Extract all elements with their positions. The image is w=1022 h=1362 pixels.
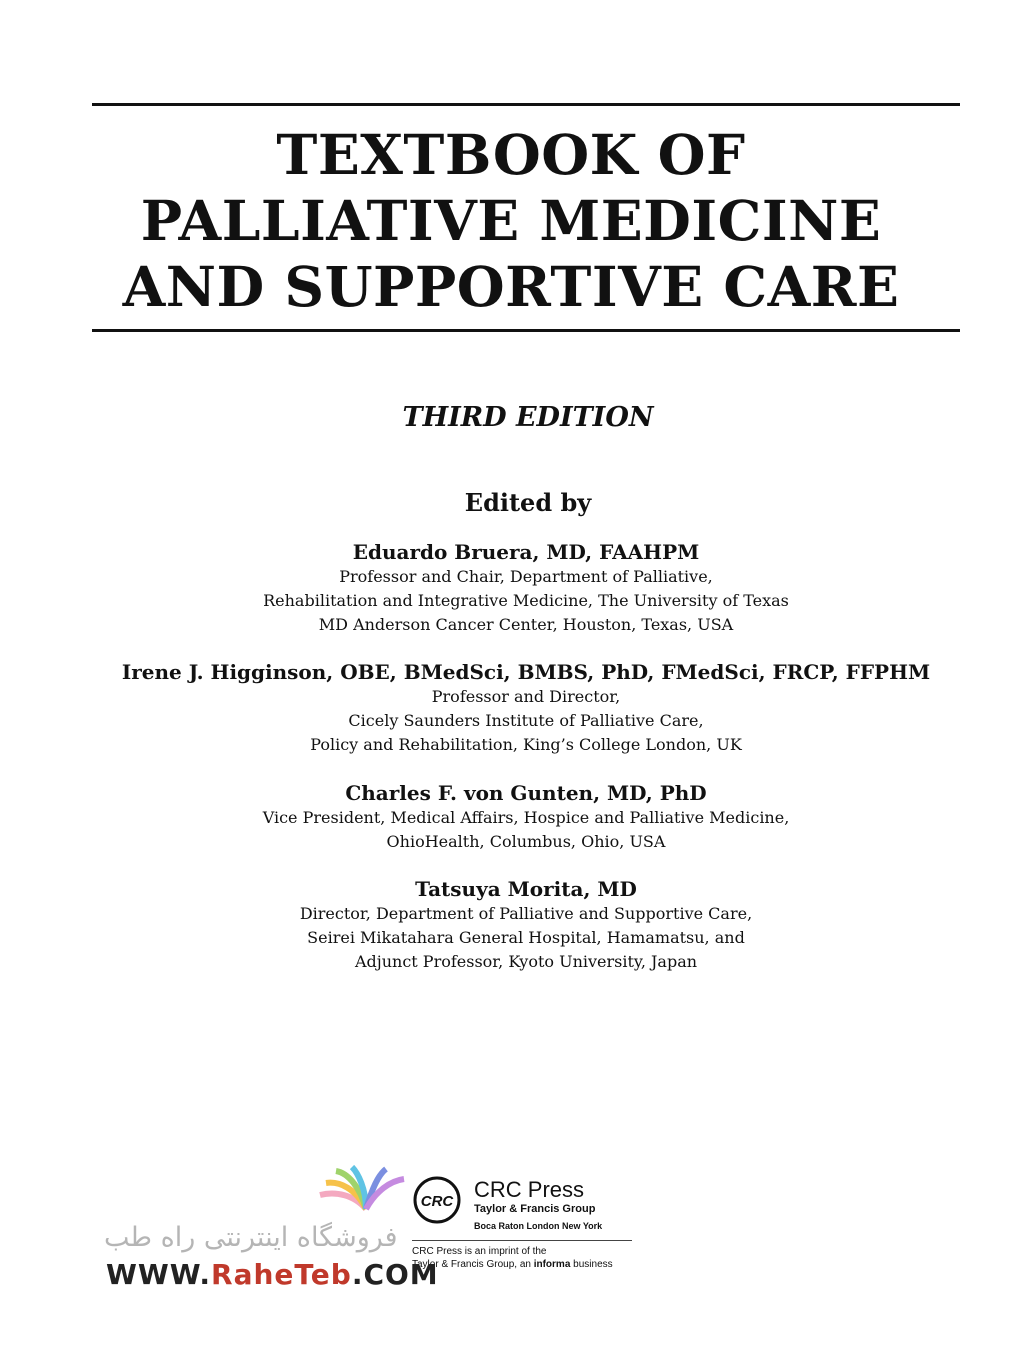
- watermark-url-suffix: .COM: [351, 1258, 439, 1291]
- editor-block: [0, 539, 1022, 637]
- crc-seal-icon: [412, 1175, 462, 1225]
- publisher-cities: Boca Raton London New York: [474, 1221, 603, 1231]
- editor-affiliation-line: Cicely Saunders Institute of Palliative Care,: [348, 711, 704, 730]
- book-title: [0, 122, 1022, 320]
- editor-affiliation-line: Vice President, Medical Affairs, Hospice and Palliative Medicine,: [262, 808, 790, 827]
- open-book-icon: [316, 1165, 416, 1215]
- editor-block: [0, 876, 1022, 974]
- editor-block: [0, 659, 1022, 757]
- editor-affiliation-line: Seirei Mikatahara General Hospital, Hamamatsu, and: [307, 928, 745, 947]
- editor-affiliation-line: OhioHealth, Columbus, Ohio, USA: [386, 832, 666, 851]
- watermark-url-prefix: WWW.: [106, 1258, 212, 1291]
- edited-by-label: Edited by: [464, 488, 592, 517]
- watermark-persian-text: فروشگاه اینترنتی راه طب: [104, 1222, 398, 1253]
- title-line-1: TEXTBOOK OF: [276, 122, 746, 187]
- editor-affiliation-line: Adjunct Professor, Kyoto University, Japan: [354, 952, 698, 971]
- imprint-prefix: Taylor & Francis Group, an: [412, 1259, 534, 1270]
- publisher-imprint: [412, 1245, 672, 1271]
- editor-affiliation-line: Professor and Chair, Department of Palliative,: [339, 567, 713, 586]
- editor-affiliation-line: Director, Department of Palliative and Supportive Care,: [299, 904, 753, 923]
- crc-seal-text: CRC: [420, 1193, 454, 1210]
- editor-affiliation-line: Professor and Director,: [431, 687, 621, 706]
- imprint-suffix: business: [570, 1259, 613, 1270]
- publisher-name: CRC Press: [474, 1177, 585, 1202]
- title-bottom-rule: [92, 329, 960, 332]
- watermark-url-brand: RaheTeb: [211, 1258, 352, 1291]
- editor-name: Charles F. von Gunten, MD, PhD: [345, 781, 707, 805]
- editor-affiliation-line: Rehabilitation and Integrative Medicine, The University of Texas: [263, 591, 789, 610]
- title-line-3: AND SUPPORTIVE CARE: [122, 254, 900, 319]
- imprint-line-1: CRC Press is an imprint of the: [412, 1246, 547, 1257]
- editor-name: Tatsuya Morita, MD: [415, 877, 637, 901]
- editor-affiliation-line: Policy and Rehabilitation, King’s College London, UK: [310, 735, 742, 754]
- title-line-2: PALLIATIVE MEDICINE: [140, 188, 882, 253]
- imprint-line-2: [412, 1258, 672, 1271]
- editor-name: Eduardo Bruera, MD, FAAHPM: [352, 540, 700, 564]
- watermark-url: [106, 1258, 439, 1291]
- edition-label: THIRD EDITION: [402, 402, 654, 433]
- title-top-rule: [92, 103, 960, 106]
- editor-affiliation-line: MD Anderson Cancer Center, Houston, Texas, USA: [318, 615, 734, 634]
- publisher-group: Taylor & Francis Group: [474, 1203, 596, 1215]
- editor-name: Irene J. Higginson, OBE, BMedSci, BMBS, PhD, FMedSci, FRCP, FFPHM: [121, 660, 931, 684]
- publisher-divider: [412, 1240, 632, 1241]
- editor-block: [0, 780, 1022, 854]
- imprint-informa: informa: [533, 1259, 571, 1270]
